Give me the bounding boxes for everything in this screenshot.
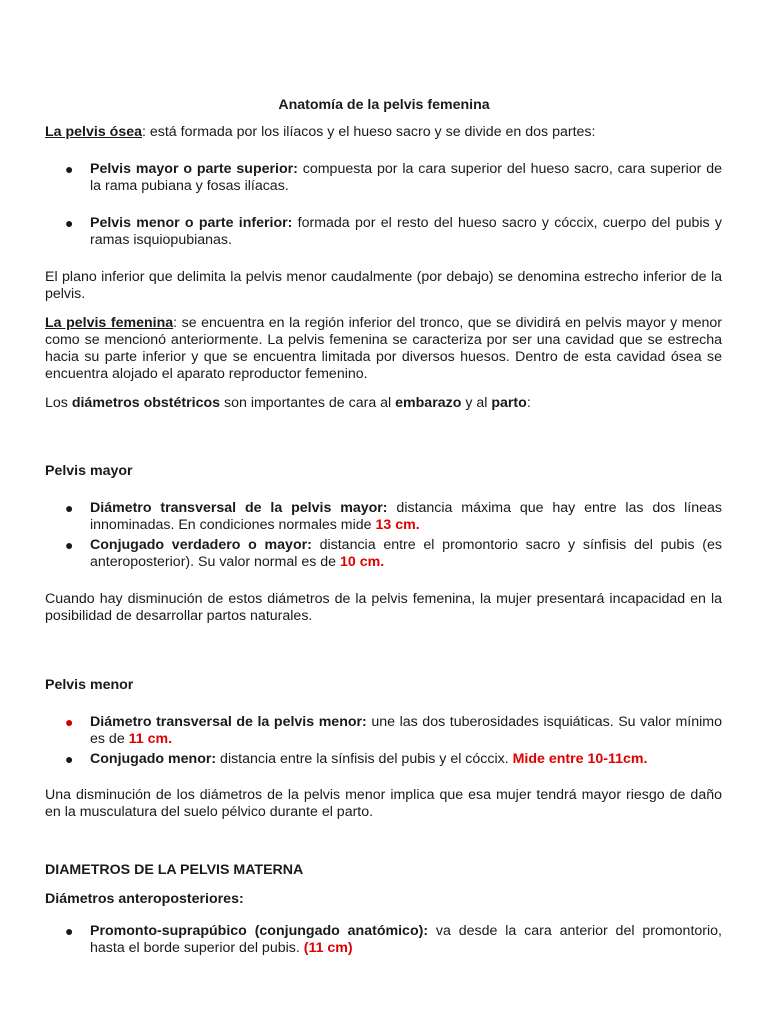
list-item-bold: Conjugado menor: (90, 751, 217, 767)
list-item (45, 537, 722, 571)
list-item-bold: Diámetro transversal de la pelvis menor: (90, 714, 367, 730)
list-item-bold: Promonto-suprapúbico (conjungado anatómico): (90, 923, 429, 939)
list-item-body: distancia entre la sínfisis del pubis y el cóccix. (216, 751, 513, 767)
bullet-icon: ● (65, 537, 74, 553)
heading-diametros-pelvis: DIAMETROS DE LA PELVIS MATERNA (45, 862, 304, 878)
list-item-text (90, 161, 722, 195)
paragraph-plano-inferior: El plano inferior que delimita la pelvis menor caudalmente (por debajo) se denomina estrecho inferior de la pelvis. (45, 269, 722, 302)
list-item (45, 714, 722, 748)
list-item-text (90, 500, 722, 534)
bullet-icon: ● (65, 215, 74, 231)
highlight-value: 13 cm. (375, 517, 420, 533)
highlight-value: 10 cm. (339, 554, 385, 570)
list-item-body: formada por el resto del hueso sacro y cóccix, cuerpo del pubis y ramas isquiopubianas. (90, 215, 722, 248)
heading-anteroposteriores: Diámetros anteroposteriores: (45, 891, 244, 907)
list-item-text (90, 537, 722, 571)
bullet-icon: ● (65, 161, 74, 177)
text-run: y al (461, 395, 492, 411)
highlight-value: 11 cm. (128, 731, 173, 747)
list-item-text (90, 714, 722, 748)
bullet-icon: ● (65, 500, 74, 516)
paragraph-disminucion-mayor: Cuando hay disminución de estos diámetros de la pelvis femenina, la mujer presentará incapacidad en la posibilidad de desarrollar partos naturales. (45, 591, 722, 624)
list-item-bold: Conjugado verdadero o mayor: (90, 537, 312, 553)
bullet-icon: ● (65, 751, 74, 767)
text-run: Los (45, 395, 72, 411)
paragraph-diametros (45, 395, 722, 412)
list-item-text (90, 923, 722, 957)
paragraph-pelvis-osea (45, 124, 722, 141)
list-item-body: va desde la cara anterior del promontorio, hasta el borde superior del pubis. (90, 923, 722, 956)
bullet-icon: ● (65, 923, 74, 939)
text-bold: embarazo (395, 395, 462, 411)
highlight-value: Mide entre 10-11cm. (512, 751, 648, 767)
list-item-text (90, 751, 722, 768)
paragraph-pelvis-femenina (45, 315, 722, 383)
list-item (45, 161, 722, 195)
paragraph-text: : se encuentra en la región inferior del tronco, que se dividirá en pelvis mayor y menor como se mencionó anteriormente. La pelvis femenina se caracteriza por ser una cavidad que se estrecha hacia su parte inferior y que se encuentra limitada por diversos huesos. Dentro de esta cavidad ósea se encuentra alojado el aparato reproductor femenino. (45, 315, 722, 382)
bullet-icon: ● (65, 714, 74, 730)
list-item-bold: Pelvis menor o parte inferior: (90, 215, 293, 231)
highlight-value: (11 cm) (303, 940, 353, 956)
paragraph-disminucion-menor: Una disminución de los diámetros de la pelvis menor implica que esa mujer tendrá mayor riesgo de daño en la musculatura del suelo pélvico durante el parto. (45, 787, 722, 820)
list-item (45, 215, 722, 249)
list-item (45, 751, 722, 768)
list-item (45, 923, 722, 957)
paragraph-text: : está formada por los ilíacos y el hueso sacro y se divide en dos partes: (142, 124, 596, 140)
heading-pelvis-menor: Pelvis menor (45, 677, 134, 693)
text-run: son importantes de cara al (220, 395, 396, 411)
document-title: Anatomía de la pelvis femenina (278, 97, 490, 113)
heading-pelvis-mayor: Pelvis mayor (45, 463, 133, 479)
list-item-body: distancia entre el promontorio sacro y sínfisis del pubis (es anteroposterior). Su valor normal es de (90, 537, 722, 570)
list-item (45, 500, 722, 534)
text-bold: parto (491, 395, 527, 411)
list-item-bold: Diámetro transversal de la pelvis mayor: (90, 500, 388, 516)
list-item-body: distancia máxima que hay entre las dos líneas innominadas. En condiciones normales mide (90, 500, 723, 533)
list-item-bold: Pelvis mayor o parte superior: (90, 161, 298, 177)
list-item-text (90, 215, 722, 249)
term-pelvis-osea: La pelvis ósea (45, 124, 142, 140)
text-bold: diámetros obstétricos (71, 395, 221, 411)
list-item-body: une las dos tuberosidades isquiáticas. Su valor mínimo es de (90, 714, 722, 747)
text-run: : (526, 395, 531, 411)
list-item-body: compuesta por la cara superior del hueso sacro, cara superior de la rama pubiana y fosas ilíacas. (90, 161, 722, 194)
term-pelvis-femenina: La pelvis femenina (45, 315, 174, 331)
